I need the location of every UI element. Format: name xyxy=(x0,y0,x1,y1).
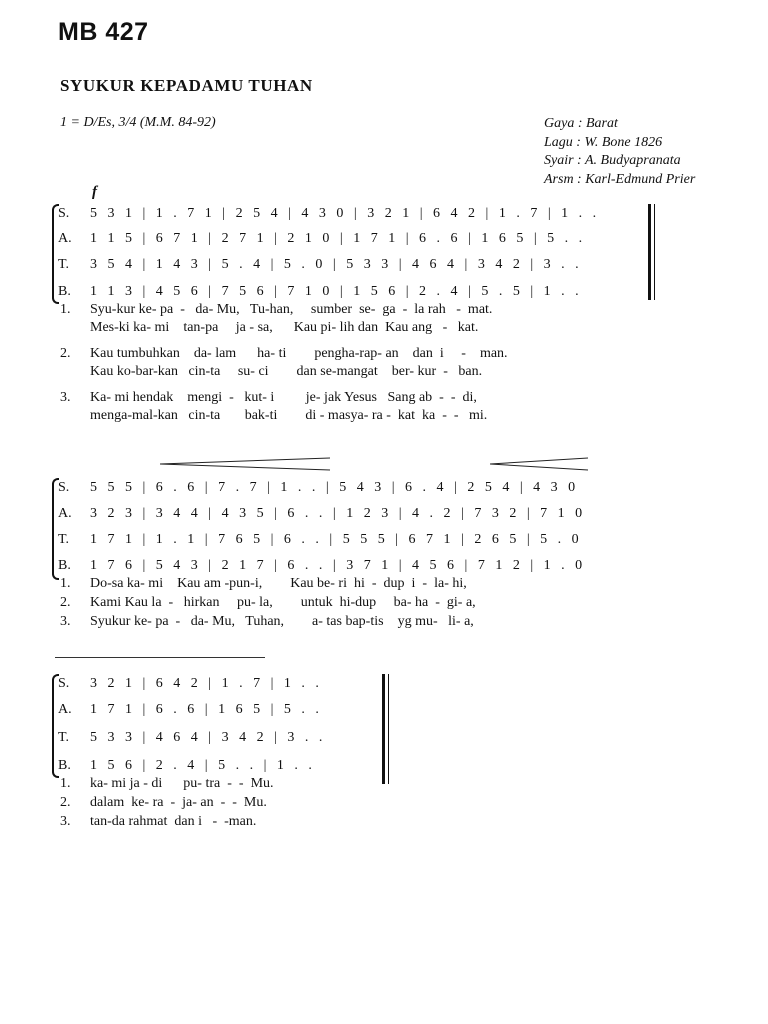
lyric-line xyxy=(52,364,642,384)
lyric-text: Do-sa ka- mi Kau am -pun-i, Kau be- ri hi - dup i - la- hi, xyxy=(90,576,467,591)
voice-notes: 3 2 3 | 3 4 4 | 4 3 5 | 6 . . | 1 2 3 | 4 . 2 | 7 3 2 | 7 1 0 xyxy=(90,506,586,521)
lyric-line xyxy=(52,795,372,815)
voice-notes: 5 3 1 | 1 . 7 1 | 2 5 4 | 4 3 0 | 3 2 1 | 6 4 2 | 1 . 7 | 1 . . xyxy=(90,206,600,221)
voice-label: T. xyxy=(58,730,70,745)
voice-row-bass xyxy=(52,558,652,578)
voice-row-alto xyxy=(52,702,372,722)
voice-label: A. xyxy=(58,231,72,246)
voice-label: S. xyxy=(58,676,70,691)
voice-row-alto xyxy=(52,506,652,526)
lyric-line xyxy=(52,614,652,634)
lyric-text: Kau tumbuhkan da- lam ha- ti pengha-rap- an dan i - man. xyxy=(90,346,508,361)
lyric-line xyxy=(52,595,652,615)
final-barline xyxy=(388,674,389,784)
final-barline xyxy=(382,674,385,784)
lyric-text: dalam ke- ra - ja- an - - Mu. xyxy=(90,795,267,810)
verse-number: 2. xyxy=(60,346,71,361)
voice-label: S. xyxy=(58,480,70,495)
voice-label: A. xyxy=(58,506,72,521)
voice-row-soprano xyxy=(52,480,652,500)
lyric-text: ka- mi ja - di pu- tra - - Mu. xyxy=(90,776,274,791)
lyric-line xyxy=(52,408,642,428)
credit-arranger: Arsm : Karl-Edmund Prier xyxy=(544,171,696,187)
voice-label: B. xyxy=(58,558,71,573)
voice-row-tenor xyxy=(52,257,642,277)
lyric-line xyxy=(52,814,372,834)
system-2 xyxy=(52,478,662,638)
final-barline xyxy=(648,204,651,300)
hymn-title: SYUKUR KEPADAMU TUHAN xyxy=(60,76,313,95)
lyric-text: Mes-ki ka- mi tan-pa ja - sa, Kau pi- lih dan Kau ang - kat. xyxy=(90,320,479,335)
lyric-text: Ka- mi hendak mengi - kut- i je- jak Yesus Sang ab - - di, xyxy=(90,390,477,405)
credit-style: Gaya : Barat xyxy=(544,116,618,131)
lyric-line xyxy=(52,576,652,596)
voice-notes: 1 1 5 | 6 7 1 | 2 7 1 | 2 1 0 | 1 7 1 | 6 . 6 | 1 6 5 | 5 . . xyxy=(90,231,586,246)
system-1 xyxy=(52,184,662,430)
verse-number: 1. xyxy=(60,776,71,791)
voice-label: B. xyxy=(58,284,71,299)
voice-notes: 1 7 6 | 5 4 3 | 2 1 7 | 6 . . | 3 7 1 | 4 5 6 | 7 1 2 | 1 . 0 xyxy=(90,558,586,573)
verse-number: 3. xyxy=(60,814,71,829)
voice-label: B. xyxy=(58,758,71,773)
lyric-line xyxy=(52,346,642,366)
voice-row-bass xyxy=(52,758,372,778)
voice-row-bass xyxy=(52,284,642,304)
hymn-number: MB 427 xyxy=(58,18,149,46)
voice-label: S. xyxy=(58,206,70,221)
voice-notes: 1 7 1 | 6 . 6 | 1 6 5 | 5 . . xyxy=(90,702,323,717)
voice-notes: 1 5 6 | 2 . 4 | 5 . . | 1 . . xyxy=(90,758,316,773)
lyric-line xyxy=(52,390,642,410)
verse-number: 3. xyxy=(60,390,71,405)
final-barline xyxy=(654,204,655,300)
lyric-text: menga-mal-kan cin-ta bak-ti di - masya- ra - kat ka - - mi. xyxy=(90,408,488,423)
voice-notes: 5 5 5 | 6 . 6 | 7 . 7 | 1 . . | 5 4 3 | 6 . 4 | 2 5 4 | 4 3 0 xyxy=(90,480,579,495)
lyric-line xyxy=(52,302,642,322)
verse-number: 1. xyxy=(60,576,71,591)
system-3 xyxy=(52,672,402,842)
verse-number: 2. xyxy=(60,795,71,810)
voice-notes: 1 1 3 | 4 5 6 | 7 5 6 | 7 1 0 | 1 5 6 | 2 . 4 | 5 . 5 | 1 . . xyxy=(90,284,583,299)
voice-notes: 5 3 3 | 4 6 4 | 3 4 2 | 3 . . xyxy=(90,730,326,745)
dynamic-marking: f xyxy=(92,184,97,200)
lyric-text: tan-da rahmat dan i - -man. xyxy=(90,814,257,829)
voice-row-soprano xyxy=(52,206,642,226)
crescendo-hairpin xyxy=(490,457,590,471)
lyric-line xyxy=(52,320,642,340)
lyric-line xyxy=(52,776,372,796)
lyric-text: Kau ko-bar-kan cin-ta su- ci dan se-mangat ber- kur - ban. xyxy=(90,364,483,379)
lyric-text: Syukur ke- pa - da- Mu, Tuhan, a- tas bap-tis yg mu- li- a, xyxy=(90,614,474,629)
voice-row-soprano xyxy=(52,676,372,696)
key-signature: 1 = D/Es, 3/4 (M.M. 84-92) xyxy=(60,115,216,130)
credit-composer: Lagu : W. Bone 1826 xyxy=(544,134,663,150)
voice-row-tenor xyxy=(52,532,652,552)
verse-number: 1. xyxy=(60,302,71,317)
voice-notes: 3 5 4 | 1 4 3 | 5 . 4 | 5 . 0 | 5 3 3 | 4 6 4 | 3 4 2 | 3 . . xyxy=(90,257,583,272)
voice-label: T. xyxy=(58,257,70,272)
lyric-text: Syu-kur ke- pa - da- Mu, Tu-han, sumber se- ga - la rah - mat. xyxy=(90,302,493,317)
credits-block xyxy=(544,115,695,189)
voice-row-alto xyxy=(52,231,642,251)
crescendo-hairpin xyxy=(160,457,332,471)
lyric-text: Kami Kau la - hirkan pu- la, untuk hi-dup ba- ha - gi- a, xyxy=(90,595,476,610)
verse-number: 2. xyxy=(60,595,71,610)
voice-label: A. xyxy=(58,702,72,717)
verse-number: 3. xyxy=(60,614,71,629)
section-rule xyxy=(55,657,265,658)
voice-label: T. xyxy=(58,532,70,547)
voice-notes: 3 2 1 | 6 4 2 | 1 . 7 | 1 . . xyxy=(90,676,323,691)
voice-row-tenor xyxy=(52,730,372,750)
credit-lyricist: Syair : A. Budyapranata xyxy=(544,153,681,168)
voice-notes: 1 7 1 | 1 . 1 | 7 6 5 | 6 . . | 5 5 5 | 6 7 1 | 2 6 5 | 5 . 0 xyxy=(90,532,583,547)
